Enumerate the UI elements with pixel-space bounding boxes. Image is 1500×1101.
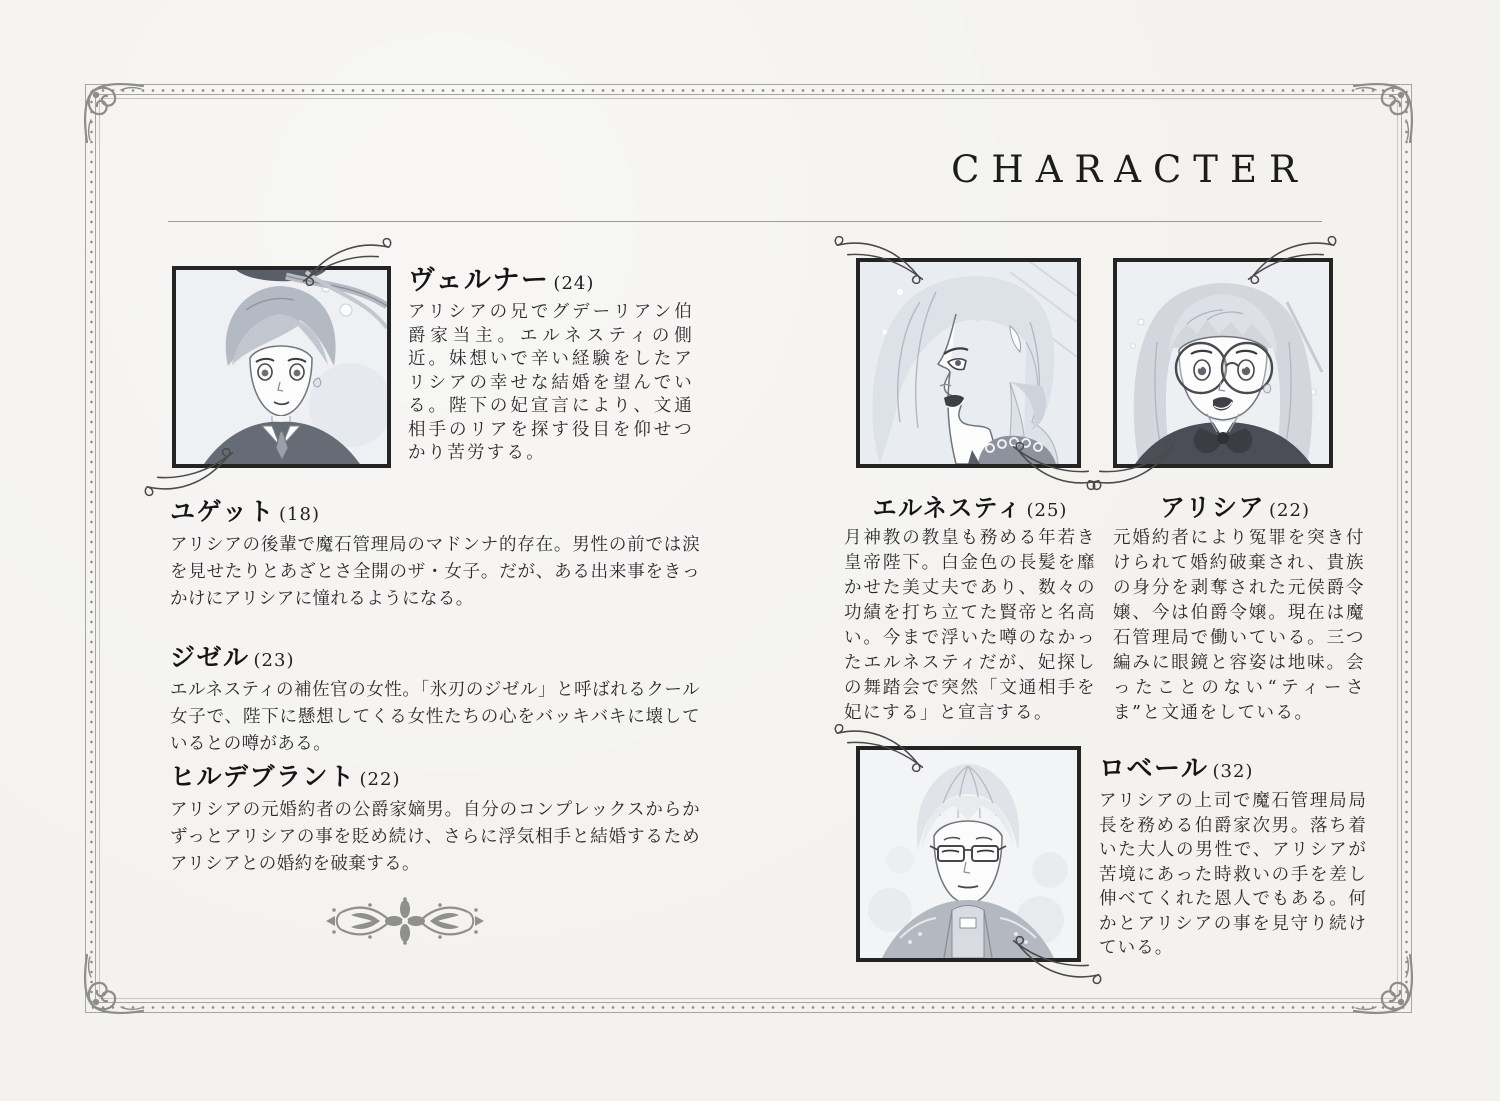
character-age: (22) — [1269, 500, 1310, 521]
portrait-ernesti — [856, 258, 1081, 468]
flourish-swash-icon — [830, 232, 926, 284]
character-heading-werner — [408, 258, 594, 297]
border-dot-band-top — [88, 87, 1409, 94]
flourish-swash-icon — [1082, 442, 1178, 494]
werner-illustration — [176, 270, 387, 464]
character-name: ヒルデブラント — [170, 762, 356, 791]
floral-divider-ornament — [320, 895, 490, 947]
flourish-swash-icon — [1245, 232, 1341, 284]
corner-scroll-icon — [81, 951, 147, 1017]
character-description-robert: アリシアの上司で魔石管理局局長を務める伯爵家次男。落ち着いた大人の男性で、アリシアが苦境にあった時救いの手を差し伸べてくれた恩人でもある。何かとアリシアの事を見守り続けている。 — [1099, 791, 1367, 958]
character-name: ユゲット — [170, 497, 276, 526]
character-heading-robert — [1099, 748, 1253, 785]
character-description-hildebrant: アリシアの元婚約者の公爵家嫡男。自分のコンプレックスからかずっとアリシアの事を貶め続け、さらに浮気相手と結婚するためアリシアとの婚約を破棄する。 — [170, 800, 700, 874]
character-heading-giselle — [170, 638, 294, 674]
corner-scroll-icon — [1350, 80, 1416, 146]
border-dot-band-bottom — [88, 1004, 1409, 1011]
character-name: ジゼル — [170, 643, 250, 672]
page-title: CHARACTER — [951, 148, 1309, 191]
character-name: アリシア — [1160, 493, 1266, 522]
character-heading-alicia — [1110, 488, 1360, 524]
character-description-werner: アリシアの兄でグデーリアン伯爵家当主。エルネスティの側近。妹想いで辛い経験をしたアリシアの幸せな結婚を望んでいる。陛下の妃宣言により、文通相手のリアを探す役目を仰せつかり苦労する。 — [408, 302, 694, 463]
portrait-alicia — [1113, 258, 1333, 468]
corner-scroll-icon — [81, 80, 147, 146]
border-dot-band-right — [1403, 87, 1410, 1010]
character-description-alicia: 元婚約者により冤罪を突き付けられて婚約破棄され、貴族の身分を剥奪された元侯爵令嬢、今は伯爵令嬢。現在は魔石管理局で働いている。三つ編みに眼鏡と容姿は地味。会ったことのない“ティーさま”と文通をしている。 — [1113, 528, 1365, 723]
flourish-swash-icon — [1010, 936, 1106, 988]
portrait-robert — [856, 746, 1081, 962]
character-age: (23) — [253, 650, 295, 671]
flourish-swash-icon — [830, 720, 926, 772]
character-age: (32) — [1212, 761, 1254, 782]
character-description-huguette: アリシアの後輩で魔石管理局のマドンナ的存在。男性の前では涙を見せたりとあざとさ全開のザ・女子。だが、ある出来事をきっかけにアリシアに憧れるようになる。 — [170, 535, 700, 609]
character-age: (22) — [359, 769, 401, 790]
title-underline — [168, 221, 1322, 222]
character-description-ernesti: 月神教の教皇も務める年若き皇帝陛下。白金色の長髪を靡かせた美丈夫であり、数々の功績を打ち立てた賢帝と名高い。今まで浮いた噂のなかったエルネスティだが、妃探しの舞踏会で突然「文通相手を妃にする」と宣言する。 — [844, 528, 1096, 723]
character-heading-hildebrant — [170, 757, 400, 793]
character-age: (24) — [553, 273, 595, 294]
character-name: エルネスティ — [872, 493, 1023, 522]
alicia-illustration — [1117, 262, 1329, 464]
border-dot-band-left — [88, 87, 95, 1010]
character-heading-ernesti — [846, 488, 1094, 523]
flourish-swash-icon — [300, 234, 396, 286]
character-age: (25) — [1026, 500, 1068, 521]
character-name: ロベール — [1099, 754, 1209, 784]
ernesti-illustration — [860, 262, 1077, 464]
character-description-giselle: エルネスティの補佐官の女性。「氷刃のジゼル」と呼ばれるクール女子で、陛下に懸想してくる女性たちの心をバッキバキに壊しているとの噂がある。 — [170, 680, 700, 754]
character-heading-huguette — [170, 492, 320, 528]
corner-scroll-icon — [1350, 951, 1416, 1017]
portrait-werner — [172, 266, 391, 468]
character-age: (18) — [279, 504, 320, 525]
character-name: ヴェルナー — [408, 265, 550, 296]
robert-illustration — [860, 750, 1077, 958]
